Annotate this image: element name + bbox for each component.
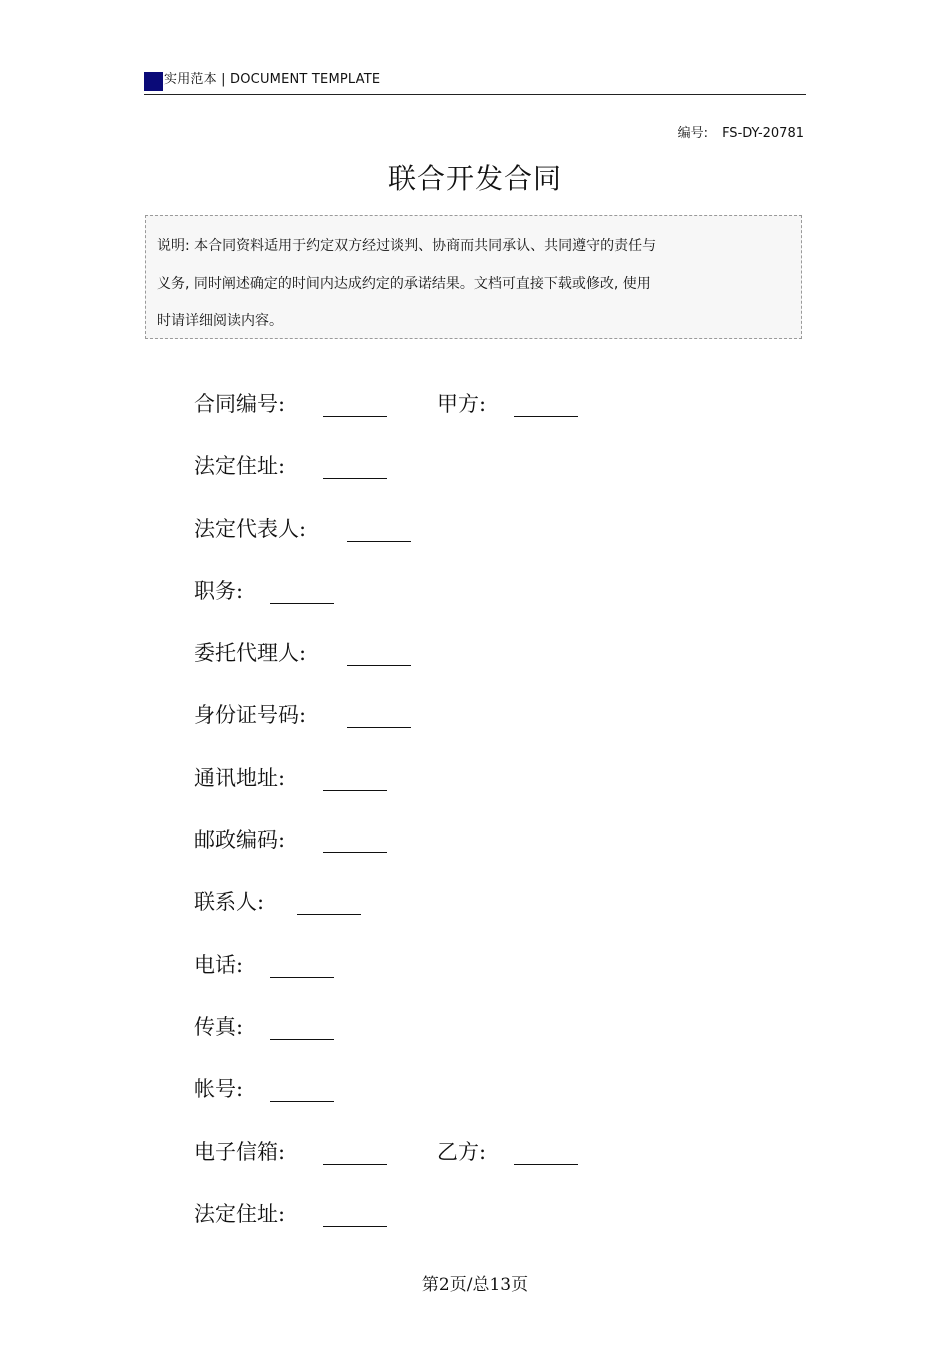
field-label: 合同编号: xyxy=(194,392,286,416)
field-label: 帐号: xyxy=(194,1077,244,1102)
field-label: 传真: xyxy=(194,1014,244,1039)
document-number-value: FS-DY-20781 xyxy=(722,126,804,141)
description-line: 时请详细阅读内容。 xyxy=(157,313,283,329)
description-line: 义务, 同时阐述确定的时间内达成约定的承诺结果。文档可直接下载或修改, 使用 xyxy=(157,275,651,292)
field-label: 职务: xyxy=(194,578,244,603)
field-label: 通讯地址: xyxy=(194,765,286,790)
header-logo-square xyxy=(144,72,163,91)
field-label: 联系人: xyxy=(194,890,265,915)
field-label-party-a: 甲方: xyxy=(437,392,487,416)
document-number xyxy=(678,126,804,142)
field-label: 邮政编码: xyxy=(194,828,286,853)
document-header xyxy=(144,70,806,95)
contract-title: 联合开发合同 xyxy=(387,162,562,195)
description-box xyxy=(145,215,802,339)
description-line: 说明: 本合同资料适用于约定双方经过谈判、协商而共同承认、共同遵守的责任与 xyxy=(157,238,657,254)
field-label: 电话: xyxy=(194,952,244,977)
field-label: 委托代理人: xyxy=(194,641,307,666)
header-title: 实用范本 | DOCUMENT TEMPLATE xyxy=(164,72,381,87)
field-label: 法定住址: xyxy=(194,454,286,479)
field-label: 法定住址: xyxy=(194,1201,286,1226)
field-label: 法定代表人: xyxy=(194,516,307,541)
document-number-label: 编号: xyxy=(677,126,709,141)
field-label: 电子信箱: xyxy=(194,1139,286,1164)
field-label: 身份证号码: xyxy=(194,703,307,728)
page-footer: 第2页/总13页 xyxy=(421,1275,529,1295)
field-label-party-b: 乙方: xyxy=(437,1139,487,1164)
